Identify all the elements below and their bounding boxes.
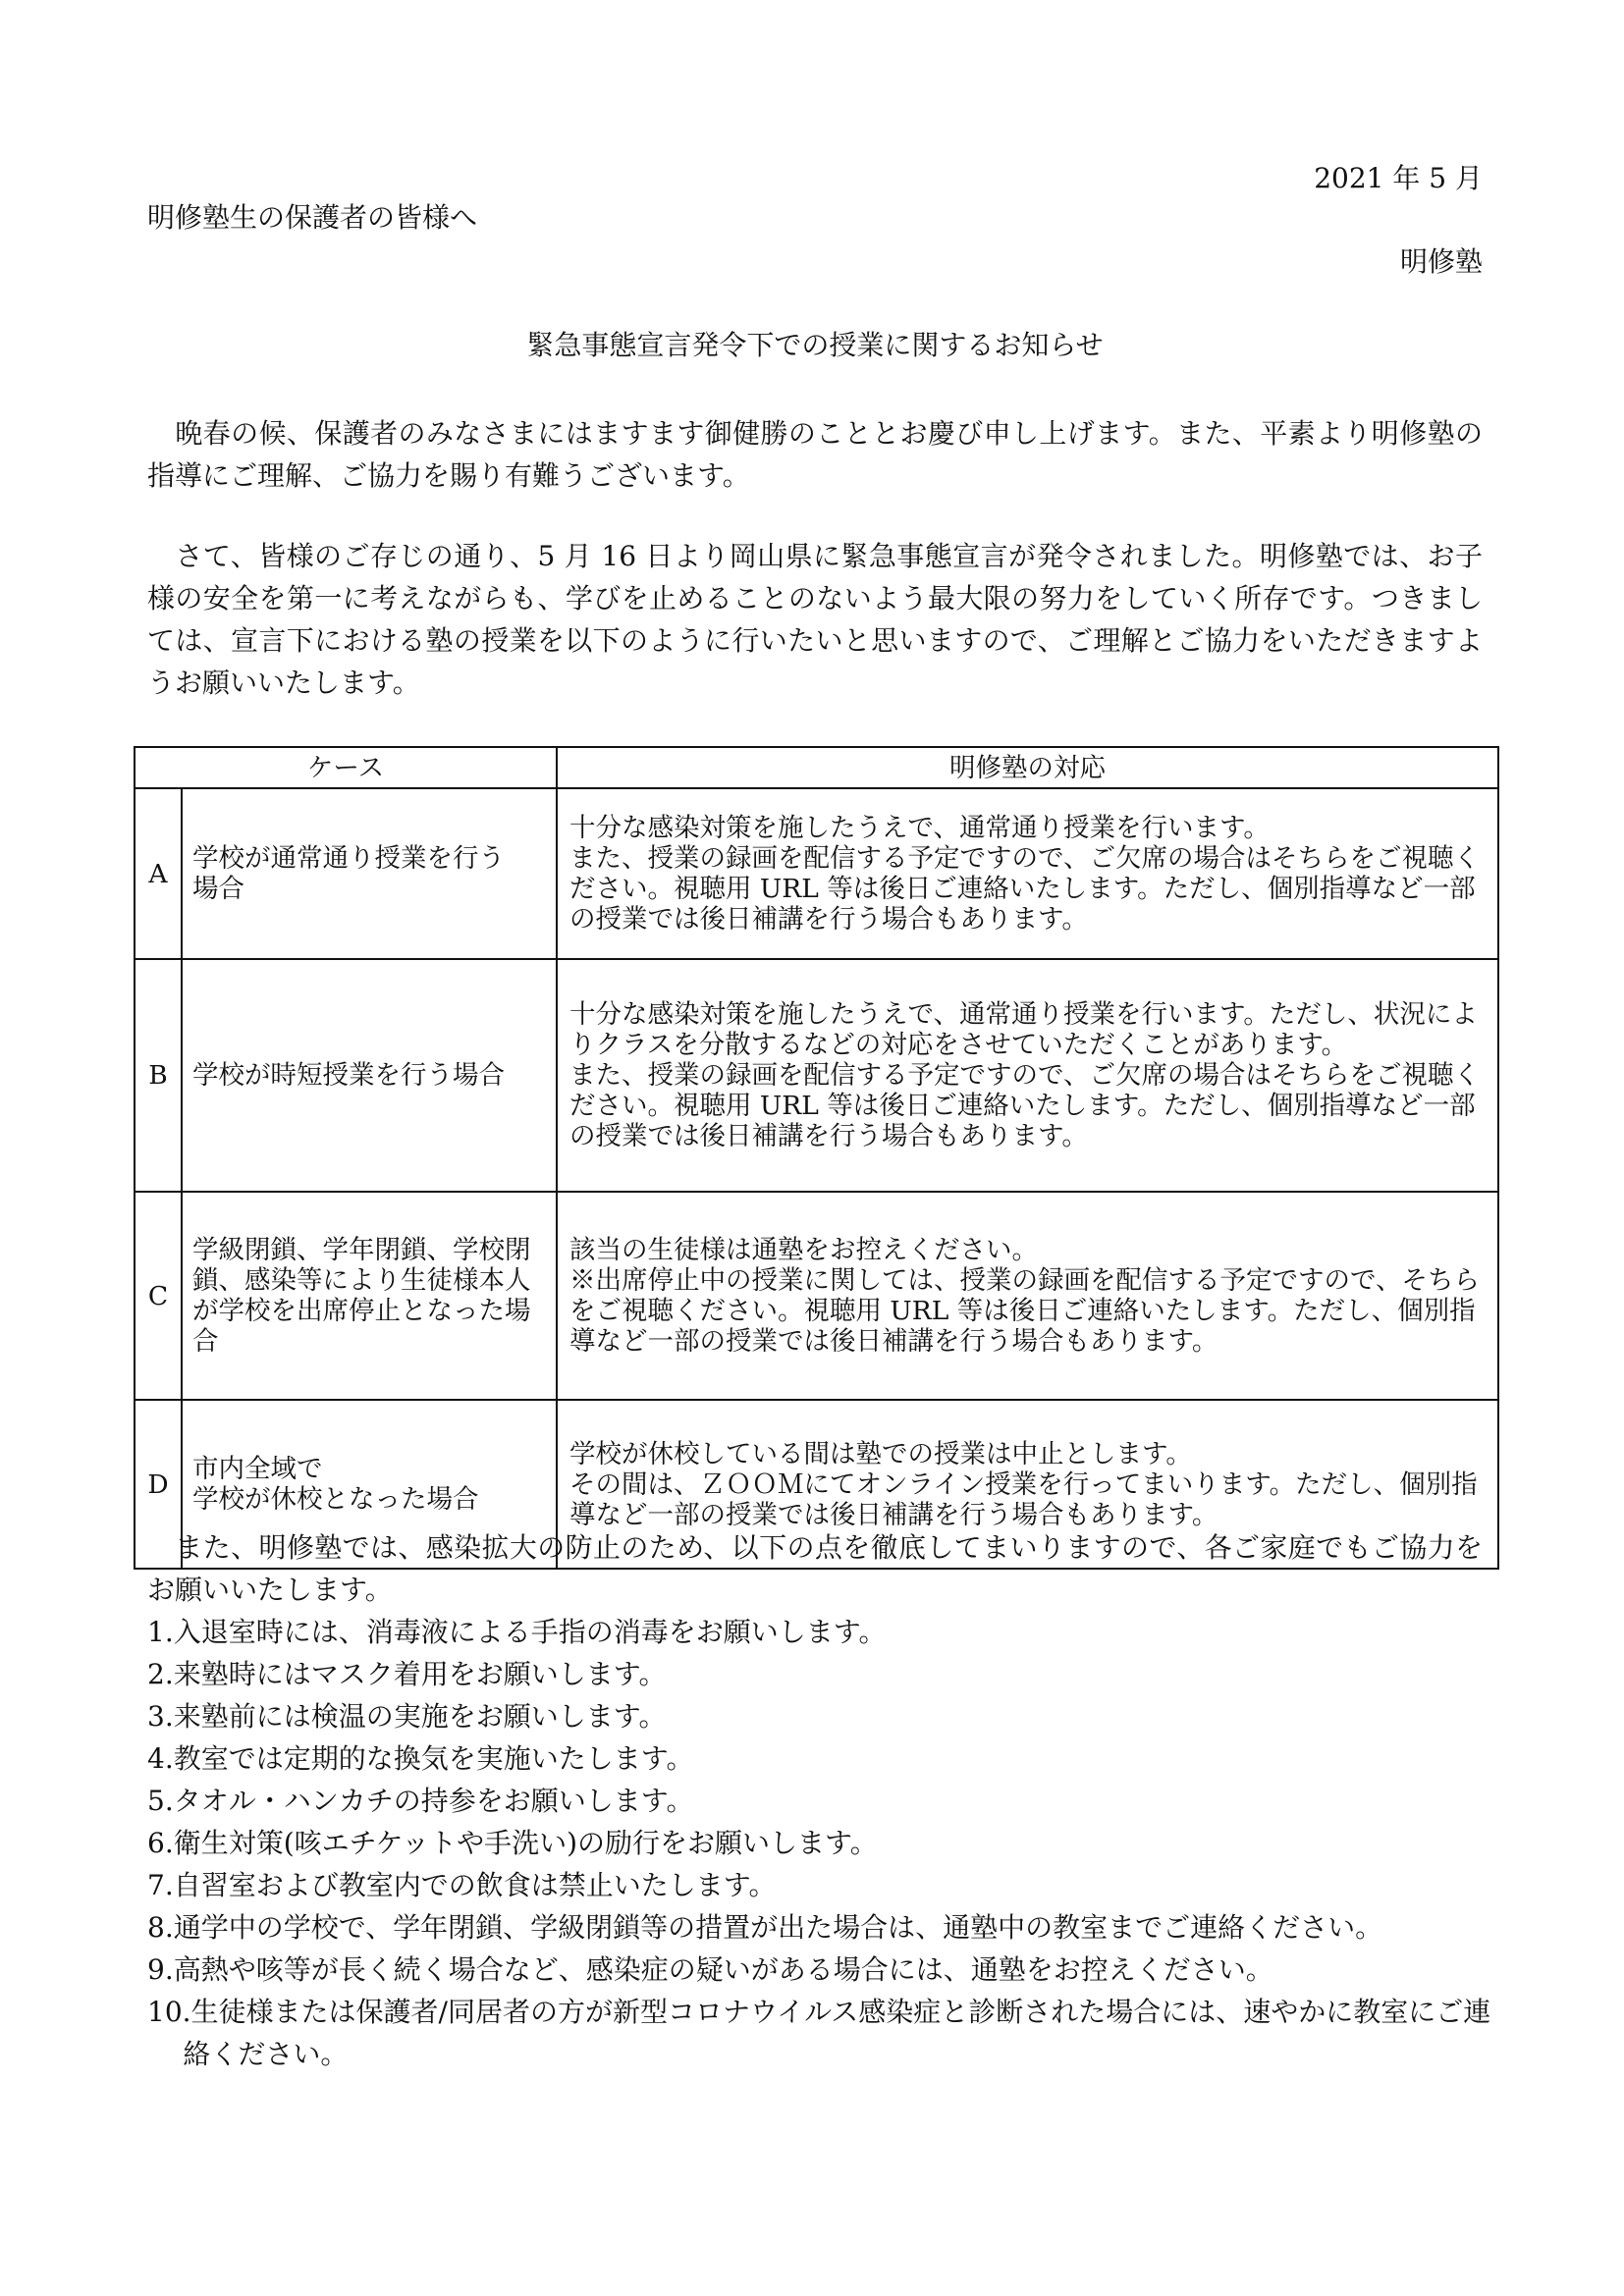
greeting-text: 晩春の候、保護者のみなさまにはますます御健勝のこととお慶び申し上げます。また、平素より明修塾の指導にご理解、ご協力を賜り有難うございます。 bbox=[147, 417, 1483, 492]
case-letter: C bbox=[135, 1192, 182, 1400]
measures-intro-paragraph bbox=[147, 1526, 1483, 1611]
table-header-row bbox=[135, 747, 1498, 788]
response-text: また、授業の録画を配信する予定ですので、ご欠席の場合はそちらをご視聴ください。視聴用 URL 等は後日ご連絡いたします。ただし、個別指導など一部の授業では後日補講を行う場合もあります。 bbox=[569, 1060, 1480, 1151]
case-text: 学校が通常通り授業を行う bbox=[192, 843, 505, 874]
response-text: また、授業の録画を配信する予定ですので、ご欠席の場合はそちらをご視聴ください。視聴用 URL 等は後日ご連絡いたします。ただし、個別指導など一部の授業では後日補講を行う場合もあります。 bbox=[569, 843, 1480, 934]
recipient-line: 明修塾生の保護者の皆様へ bbox=[147, 201, 478, 234]
list-item: 9.高熱や咳等が長く続く場合など、感染症の疑いがある場合には、通塾をお控えください。 bbox=[147, 1953, 1273, 1986]
header-response: 明修塾の対応 bbox=[557, 747, 1498, 788]
table-row bbox=[135, 959, 1498, 1192]
table-row bbox=[135, 1192, 1498, 1400]
case-response bbox=[557, 959, 1498, 1192]
case-letter: B bbox=[135, 959, 182, 1192]
case-description bbox=[182, 1192, 557, 1400]
list-item: 1.入退室時には、消毒液による手指の消毒をお願いします。 bbox=[147, 1616, 887, 1648]
list-item: 10.生徒様または保護者/同居者の方が新型コロナウイルス感染症と診断された場合には、速やかに教室にご連絡ください。 bbox=[147, 1996, 1491, 2070]
greeting-paragraph bbox=[147, 412, 1483, 497]
case-response bbox=[557, 1192, 1498, 1400]
case-text: 場合 bbox=[192, 874, 244, 904]
document-title: 緊急事態宣言発令下での授業に関するお知らせ bbox=[526, 329, 1104, 361]
response-text: ※出席停止中の授業に関しては、授業の録画を配信する予定ですので、そちらをご視聴ください。視聴用 URL 等は後日ご連絡いたします。ただし、個別指導など一部の授業では後日補講を行う場合もあります。 bbox=[569, 1265, 1480, 1357]
list-item: 2.来塾時にはマスク着用をお願いします。 bbox=[147, 1658, 667, 1690]
response-text: 十分な感染対策を施したうえで、通常通り授業を行います。 bbox=[569, 813, 1270, 843]
case-letter: D bbox=[135, 1400, 182, 1569]
measures-list bbox=[147, 1611, 1492, 2075]
list-item: 7.自習室および教室内での飲食は禁止いたします。 bbox=[147, 1869, 777, 1901]
list-item: 8.通学中の学校で、学年閉鎖、学級閉鎖等の措置が出た場合は、通塾中の教室までご連絡ください。 bbox=[147, 1911, 1383, 1944]
case-description bbox=[182, 959, 557, 1192]
response-text: 学校が休校している間は塾での授業は中止とします。 bbox=[569, 1438, 1192, 1469]
table-row bbox=[135, 788, 1498, 959]
case-response bbox=[557, 788, 1498, 959]
case-response-table bbox=[134, 746, 1499, 1570]
case-text: 学級閉鎖、学年閉鎖、学校閉鎖、感染等により生徒様本人が学校を出席停止となった場合 bbox=[192, 1235, 531, 1357]
list-item: 5.タオル・ハンカチの持参をお願いします。 bbox=[147, 1785, 694, 1817]
list-item: 4.教室では定期的な換気を実施いたします。 bbox=[147, 1742, 694, 1775]
case-description bbox=[182, 788, 557, 959]
case-text: 学校が時短授業を行う場合 bbox=[192, 1060, 505, 1091]
case-text: 市内全域で bbox=[192, 1454, 323, 1484]
header-case: ケース bbox=[135, 747, 557, 788]
case-text: 学校が休校となった場合 bbox=[192, 1484, 479, 1515]
response-text: その間は、ＺＯＯＭにてオンライン授業を行ってまいります。ただし、個別指導など一部の授業では後日補講を行う場合もあります。 bbox=[569, 1468, 1478, 1530]
sender-name: 明修塾 bbox=[1399, 245, 1483, 278]
response-text: 該当の生徒様は通塾をお控えください。 bbox=[569, 1235, 1038, 1265]
response-text: 十分な感染対策を施したうえで、通常通り授業を行います。ただし、状況によりクラスを分散するなどの対応をさせていただくことがあります。 bbox=[569, 999, 1478, 1060]
case-letter: A bbox=[135, 788, 182, 959]
list-item: 3.来塾前には検温の実施をお願いします。 bbox=[147, 1700, 667, 1733]
announcement-text: さて、皆様のご存じの通り、5 月 16 日より岡山県に緊急事態宣言が発令されました。明修塾では、お子様の安全を第一に考えながらも、学びを止めることのないよう最大限の努力をしていく所存です。つきましては、宣言下における塾の授業を以下のように行いたいと思いますので、ご理解とご協力をいただきますようお願いいたします。 bbox=[147, 540, 1483, 699]
document-date: 2021 年 5 月 bbox=[1314, 162, 1483, 194]
list-item: 6.衛生対策(咳エチケットや手洗い)の励行をお願いします。 bbox=[147, 1827, 878, 1859]
announcement-paragraph bbox=[147, 535, 1483, 704]
measures-intro-text: また、明修塾では、感染拡大の防止のため、以下の点を徹底してまいりますので、各ご家庭でもご協力をお願いいたします。 bbox=[147, 1531, 1483, 1606]
